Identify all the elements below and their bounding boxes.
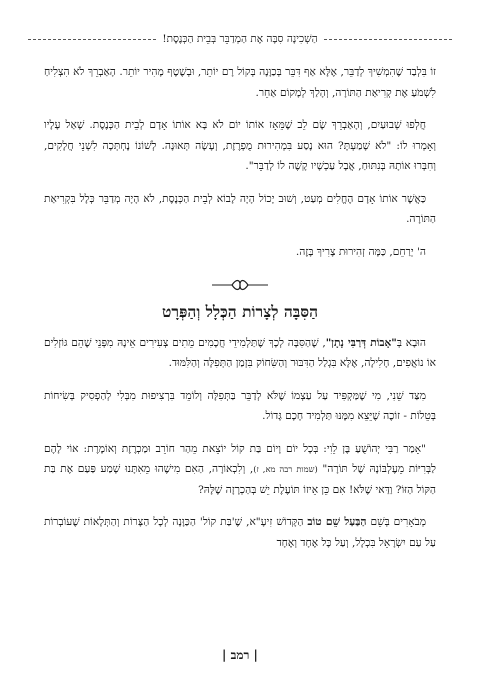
running-head [28, 33, 452, 45]
running-head-text: הַשְׁכִינָה סִבָּה אֶת הַמְדַבֵּר בְּבֵית הַכְּנֶסֶת! [162, 33, 318, 45]
page-number: | רמב | [222, 648, 258, 662]
author-name-baal-shem-tov: הַבַּעַל שֵׁם טוֹב [307, 516, 367, 528]
paragraph-3: כַּאֲשֶׁר אוֹתוֹ אָדָם הֶחֱלִים מְעַט, וְשׁוּב יָכוֹל הָיָה לָבוֹא לְבֵית הַכְּנֶסֶת, לֹא הָיָה מְדַבֵּר כְּלָל בִּקְרִיאַת הַתּוֹרָה. [44, 192, 436, 225]
paragraph-2: חֲלְפוּ שְׁבוּעַיִם, וְהָאַבְרֵךְ שָׂם לֵב שֶׁמֵּאָז אוֹתוֹ יוֹם לֹא בָּא אוֹתוֹ אָדָם לְבֵית הַכְּנֶסֶת. שָׁאַל עָלָיו וְאָמְרוּ לוֹ: "לֹא שָׁמַעְתָּ? הוּא נָסַע בִּמְהִירוּת מֻפְרֶזֶת, וְעָשָׂה תְּאוּנָה. לְשׁוֹנוֹ נֶחְתְּכָה לִשְׁנֵי חֲלָקִים, וְחִבְּרוּ אוֹתָהּ בְּנִתּוּחַ, אֲבָל עַכְשָׁיו קָשֶׁה לוֹ לְדַבֵּר". [44, 119, 436, 172]
section-title: הַסִּבָּה לְצָרוֹת הַכְּלָל וְהַפְּרָט [162, 302, 318, 321]
paragraph-5-text: , שֶׁהַסִּבָּה לְכָךְ שֶׁתַּלְמִידֵי חֲכָמִים מֵתִים צְעִירִים אֵינָהּ מִפְּנֵי שֶׁהֵם גּוֹזְלִים אוֹ נוֹאֲפִים, חָלִילָה, אֶלָּא בִּגְלַל הַדִּבּוּר וְהַשִּׂחוֹק בִּזְמַן הַתְּפִלָּה וְהַלִּמּוּד. [44, 336, 436, 369]
paragraph-6: מִצַּד שֵׁנִי, מִי שֶׁמַּקְפִּיד עַל עַצְמוֹ שֶׁלֹּא לְדַבֵּר בַּתְּפִלָּה וְלוֹמֵד בִּרְצִיפוּת מִבְּלִי לְהַפְסִיק בְּשִׂיחוֹת בְּטֵלוֹת - זוֹכֶה שֶׁיֵּצֵא מִמֶּנּוּ תַּלְמִיד חָכָם גָּדוֹל. [44, 389, 436, 422]
paragraph-7-text: , וְלִכְאוֹרָה, הַאִם מִישֶׁהוּ מֵאִתָּנוּ שָׁמַע פַּעַם אֶת בַּת הַקּוֹל הַזּוֹ? וַדַּאי שֶׁלֹּא! אִם כֵּן אֵיזוֹ תּוֹעֶלֶת יֵשׁ בְּהַכְרָזָה שֶׁלָּהּ? [44, 463, 436, 496]
ornament-divider [44, 274, 436, 296]
running-head-rule-left [28, 39, 156, 40]
paragraph-8 [44, 512, 436, 553]
paragraph-8-lead: מְבֹאָרִים בְּשֵׁם [366, 516, 426, 528]
source-citation: (שמות רבה מא, ז) [253, 464, 318, 474]
paragraph-5-lead: הוּבָא בְּ [396, 336, 426, 349]
page-body [44, 62, 436, 565]
paragraph-1: זוֹ בִּלְבַד שֶׁהִמְשִׁיךְ לְדַבֵּר, אֶלָּא אַף דִּבֵּר בְּכַוָּנָה בְּקוֹל רָם יוֹתֵר, וּבְשֶׁטֶף מָהִיר יוֹתֵר. הָאַבְרֵךְ לֹא הִצְלִיחַ לִשְׁמֹעַ אֶת קְרִיאַת הַתּוֹרָה, וְהָלַךְ לְמָקוֹם אַחֵר. [44, 66, 436, 99]
ornament-icon [210, 278, 270, 292]
paragraph-8-text: הַקָּדוֹשׁ זִיעָ"א, שֶׁ'בַּת קוֹל' הַכַּוָּנָה לְכָל הַצָּרוֹת וְהַתְּלָאוֹת שֶׁעוֹבְרוֹת עַל עַם יִשְׂרָאֵל בִּכְלָל, וְעַל כָּל אֶחָד וְאֶחָד [44, 516, 436, 549]
running-head-rule-right [324, 39, 452, 40]
paragraph-5 [44, 333, 436, 374]
paragraph-7 [44, 439, 436, 501]
quote-text: "אָמַר רַבִּי יְהוֹשֻׁעַ בֶּן לֵוִי: בְּכָל יוֹם וָיוֹם בַּת קוֹל יוֹצֵאת מֵהַר חוֹרֵב וּמַכְרֶזֶת וְאוֹמֶרֶת: אוֹי לָהֶם לַבְּרִיּוֹת מֵעֶלְבּוֹנָהּ שֶׁל תּוֹרָה" [44, 442, 437, 475]
source-title-avot-drabbi-natan: "אָבוֹת דְּרַבִּי נָתָן" [325, 336, 397, 349]
paragraph-4: ה' יְרַחֵם, כַּמָּה זְהִירוּת צָרִיךְ בָּזֶה. [295, 245, 426, 258]
